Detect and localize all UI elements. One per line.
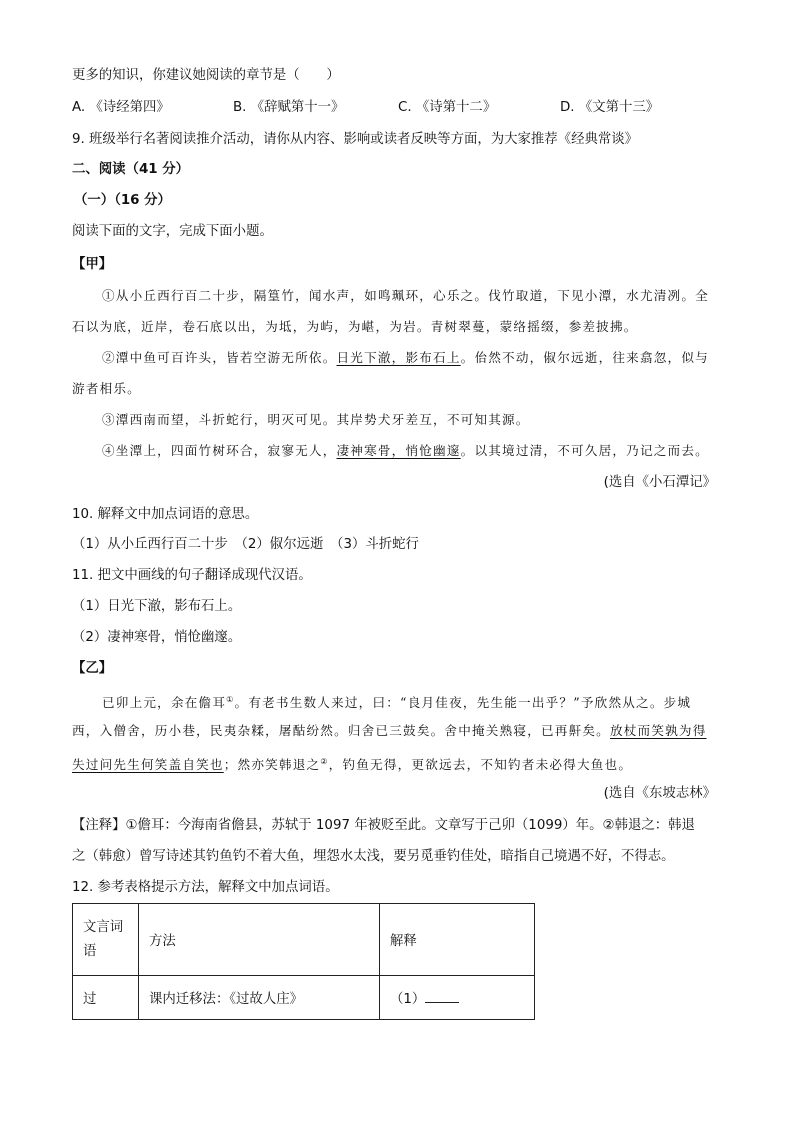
part1-title: （一）（16 分） xyxy=(74,193,171,208)
jia-para2-line2: 游者相乐。 xyxy=(72,381,141,396)
jia-para2-line1: ②潭中鱼可百许头，皆若空游无所依。日光下澈，影布石上。佁然不动，俶尔远逝，往来翕忽，似与 xyxy=(102,350,709,365)
q8-option-c: C. 《诗第十二》 xyxy=(398,100,497,115)
q10-stem: 10. 解释文中加点词语的意思。 xyxy=(72,507,259,522)
header-method: 方法 xyxy=(139,904,380,976)
jia-para4: ④坐潭上，四面竹树环合，寂寥无人，凄神寒骨，悄怆幽邃。以其境过清，不可久居，乃记之而去。 xyxy=(102,443,709,458)
cell-method: 课内迁移法：《过故人庄》 xyxy=(139,976,380,1020)
jia-para1-line1: ①从小丘西行百二十步，隔篁竹，闻水声，如鸣珮环，心乐之。伐竹取道，下见小潭，水尤清冽。全 xyxy=(102,288,709,303)
section-title: 二、阅读（41 分） xyxy=(72,162,190,177)
q11-stem: 11. 把文中画线的句子翻译成现代汉语。 xyxy=(72,568,312,583)
underlined-sentence-1: 日光下澈，影布石上 xyxy=(336,350,461,365)
notes-line-1: 【注释】①儋耳：今海南省儋县，苏轼于 1097 年被贬至此。文章写于己卯（1099）年。②韩退之：韩退 xyxy=(72,818,695,833)
jia-para1-line2: 石以为底，近岸，卷石底以出，为坻，为屿，为嵁，为岩。青树翠蔓，蒙络摇缀，参差披拂。 xyxy=(72,319,638,334)
yi-source: (选自《东坡志林》 xyxy=(603,786,716,801)
jia-source: (选自《小石潭记》 xyxy=(603,475,716,490)
q11-item-2: （2）凄神寒骨，悄怆幽邃。 xyxy=(72,630,242,645)
cell-word: 过 xyxy=(73,976,139,1020)
underlined-sentence-3a: 放杖而笑孰为得 xyxy=(609,723,707,738)
q8-option-a: A. 《诗经第四》 xyxy=(72,100,170,115)
q8-option-d: D. 《文第十三》 xyxy=(560,100,660,115)
yi-line1: 已卯上元，余在儋耳①。有老书生数人来过，曰：“良月佳夜，先生能一出乎？”予欣然从之。步城 xyxy=(102,695,692,711)
answer-blank[interactable] xyxy=(425,990,459,1003)
q12-table xyxy=(72,903,535,1020)
yi-line3: 失过问先生何笑盖自笑也；然亦笑韩退之②，钓鱼无得，更欲远去，不知钓者未必得大鱼也。 xyxy=(72,757,633,773)
instruction: 阅读下面的文字，完成下面小题。 xyxy=(72,224,273,239)
yi-label: 【乙】 xyxy=(72,661,113,676)
underlined-sentence-2: 凄神寒骨，悄怆幽邃 xyxy=(336,443,461,458)
header-explanation: 解释 xyxy=(380,904,535,976)
note-ref-2: ② xyxy=(320,757,329,766)
q8-tail: 更多的知识，你建议她阅读的章节是（ ） xyxy=(72,68,340,83)
underlined-sentence-3b: 失过问先生何笑盖自笑也 xyxy=(72,757,224,773)
cell-answer: （1） xyxy=(380,976,535,1020)
q11-item-1: （1）日光下澈，影布石上。 xyxy=(72,599,242,614)
notes-line-2: 之（韩愈）曾写诗述其钓鱼钓不着大鱼，埋怨水太浅，要另觅垂钓佳处，暗指自己境遇不好，不得志。 xyxy=(72,849,675,864)
note-ref-1: ① xyxy=(226,695,235,704)
jia-label: 【甲】 xyxy=(72,257,113,272)
table-row xyxy=(73,976,535,1020)
table-header-row xyxy=(73,904,535,976)
yi-line2: 西，入僧舍，历小巷，民夷杂糅，屠酤纷然。归舍已三鼓矣。舍中掩关熟寝，已再鼾矣。放杖而笑孰为得 xyxy=(72,723,707,738)
q10-items: （1）从小丘西行百二十步 （2）俶尔远逝 （3）斗折蛇行 xyxy=(72,537,419,552)
jia-para3: ③潭西南而望，斗折蛇行，明灭可见。其岸势犬牙差互，不可知其源。 xyxy=(102,412,530,427)
q8-option-b: B. 《辞赋第十一》 xyxy=(233,100,345,115)
q9-text: 9. 班级举行名著阅读推介活动，请你从内容、影响或读者反映等方面，为大家推荐《经典常谈》 xyxy=(72,132,639,147)
header-word: 文言词语 xyxy=(73,904,139,976)
q12-stem: 12. 参考表格提示方法，解释文中加点词语。 xyxy=(72,880,339,895)
